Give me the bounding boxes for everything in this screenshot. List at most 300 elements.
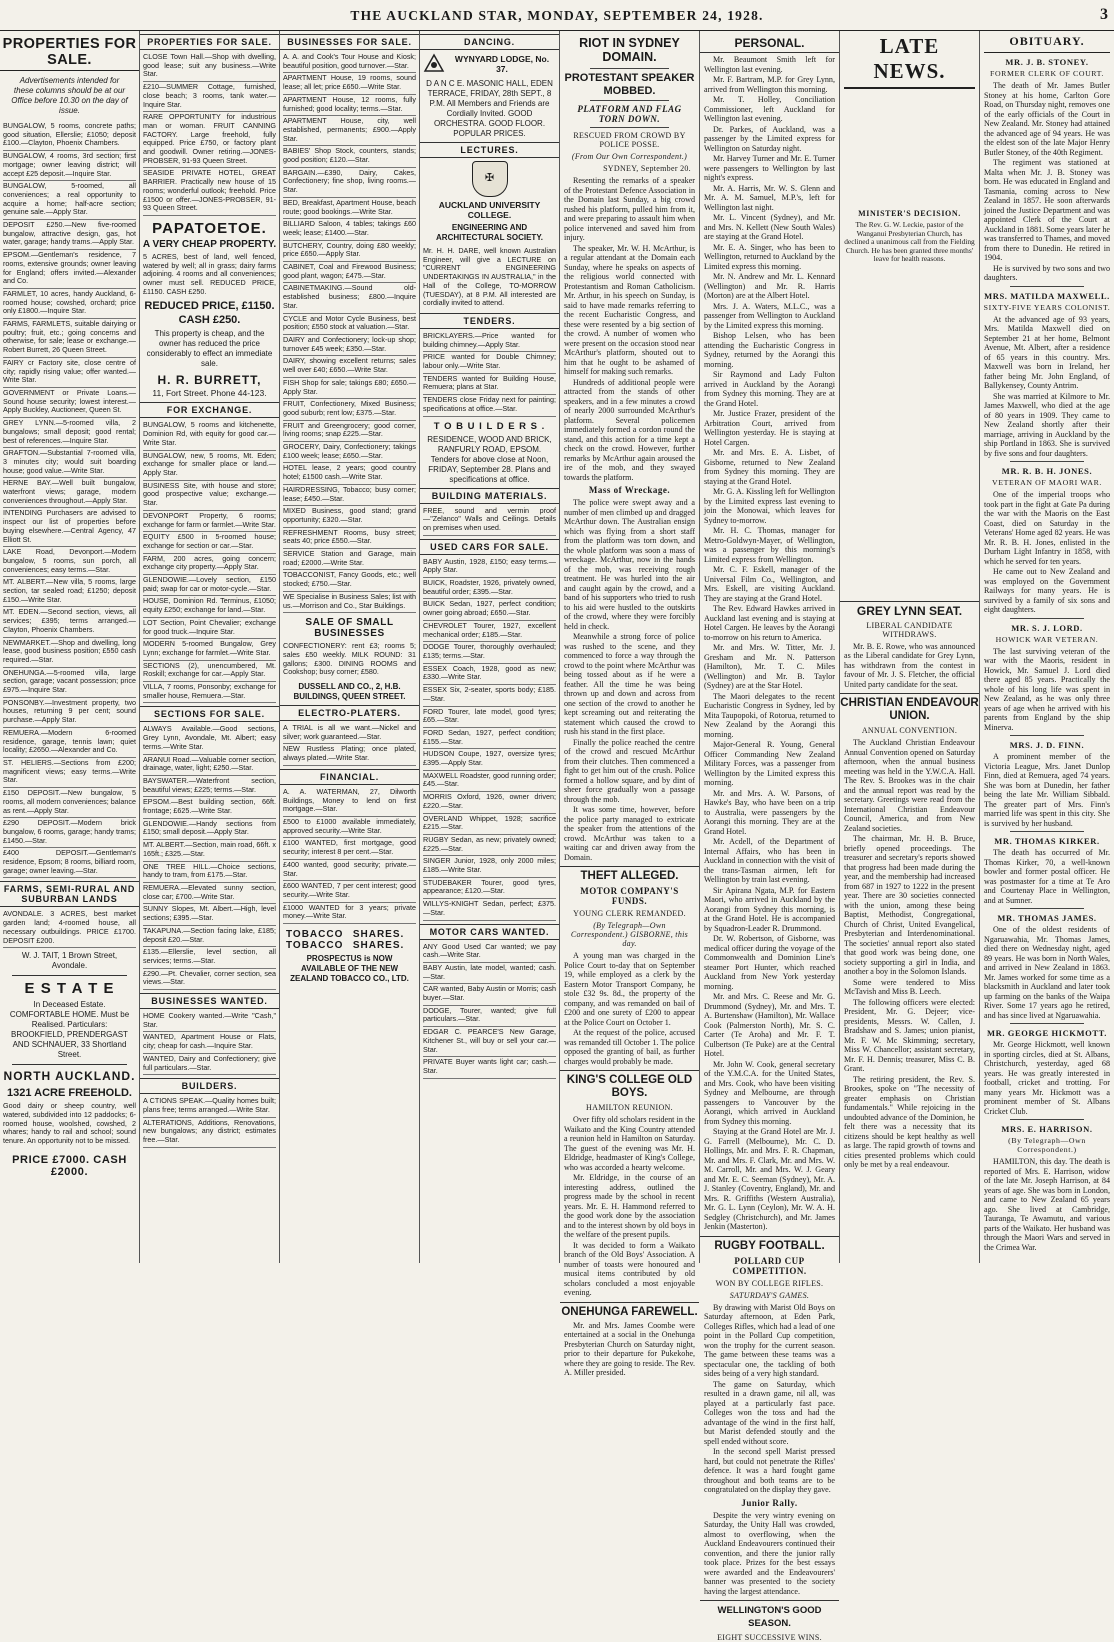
obituary-paragraph: She was married at Kilmore to Mr. James Maxwell, who died at the age of 80 years in 1909. They came to New Zealand shortly after their marriage, arriving in Auckland by the ship Portland in 1863. She is survived by five sons and four daughters. bbox=[984, 391, 1110, 458]
section-heading: BUSINESSES WANTED. bbox=[140, 993, 279, 1009]
obituary-caption: VETERAN OF MAORI WAR. bbox=[992, 478, 1102, 487]
story-paragraph: It was decided to form a Waikato branch of the Old Boys' Association. A number of toasts were honoured and musical items contributed by old scholars concluded a most enjoyable evening. bbox=[564, 1240, 695, 1297]
section-heading: DANCING. bbox=[420, 34, 559, 50]
column-properties-2 bbox=[140, 31, 280, 1263]
classified-ad: REMUERA.—Modern 6-roomed residence, garage, tennis lawn; quiet locality; £2650.—Alexander and Co. bbox=[3, 728, 136, 758]
classified-ad: FARM, 200 acres, going concern; exchange city property.—Apply Star. bbox=[143, 554, 276, 575]
story-body bbox=[560, 176, 699, 482]
agent-name: DUSSELL AND CO., 2, H.B. BUILDINGS, QUEEN STREET. bbox=[293, 682, 406, 702]
classified-ad: SEASIDE PRIVATE HOTEL, GREAT BARRIER. Practically new house of 15 rooms; wonderful outlook; freehold. Price £1500 or offer.—JONES-PROBSER, 91-93 Queen Street. bbox=[143, 168, 276, 216]
late-news-heading: LATE NEWS. bbox=[844, 31, 975, 89]
story-headline: MINISTER'S DECISION. bbox=[858, 209, 961, 218]
column-businesses bbox=[280, 31, 420, 1263]
classified-ad: MORRIS Oxford, 1926, owner driven; £220.—Star. bbox=[423, 792, 556, 813]
classified-ad: APARTMENT House, 12 rooms, fully furnished; good locality; terms.—Star. bbox=[283, 95, 416, 116]
story-subheadline: PLATFORM AND FLAG TORN DOWN. bbox=[577, 104, 682, 124]
obituary-name: MR. R. B. H. JONES. bbox=[1001, 466, 1093, 476]
obituary-name: MR. J. B. STONEY. bbox=[1005, 57, 1089, 67]
classified-ad: MODERN 5-roomed Bungalow, Grey Lynn; exchange for farmlet.—Write Star. bbox=[143, 639, 276, 660]
agent-name: W. J. TAIT, 1 Brown Street, Avondale. bbox=[21, 951, 118, 971]
classified-ad: BUNGALOW, 4 rooms, 3rd section; first mortgage; owner leaving district; will accept £25 deposit.—Inquire Star. bbox=[3, 151, 136, 181]
classified-ads-list bbox=[280, 787, 419, 924]
papatoetoe-note: This property is cheap, and the owner has reduced the price considerably to effect an immediate sale. bbox=[146, 329, 273, 369]
classified-ad: £150 DEPOSIT.—New bungalow, 5 rooms, all modern conveniences; balance as rent.—Apply Star. bbox=[3, 788, 136, 818]
obituary-paragraph: The regiment was stationed at Malta when Mr. J. B. Stoney was born. He was educated in England and Tasmania, coming across to New Zealand in 1857. He soon afterwards joined the Justice Department and was appointed Clerk of the Court at Auckland in 1881. Some years later he was transferred to Thames, and moved from there to Dunedin. He retired in 1904. bbox=[984, 158, 1110, 262]
story-paragraph: Bishop Lelsen, who has been attending the Eucharistic Congress in Sydney, returned by the Aorangi this morning. bbox=[704, 331, 835, 369]
builders-name: T O B U I L D E R S . bbox=[433, 420, 546, 432]
classified-ad: FAIRY cr Factory site, close centre of city; rapidly rising value; offer wanted.—Write Star. bbox=[3, 358, 136, 388]
blank-space bbox=[840, 267, 979, 597]
classified-ads-list bbox=[140, 724, 279, 990]
section-heading: MOTOR CARS WANTED. bbox=[420, 924, 559, 940]
story-paragraph: The Auckland Christian Endeavour Annual Convention opened on Saturday afternoon, when the annual business meeting was held in the Y.W.C.A. Hall. The Rev. S. Brookes was in the chair and the annual report was read by the secretary. Greetings were read from the International Christian Endeavour Council, America, and from New Zealand societies. bbox=[844, 738, 975, 833]
obituary-name: MRS. MATILDA MAXWELL. bbox=[984, 290, 1110, 301]
story-paragraph: Sir Raymond and Lady Fulton arrived in Auckland by the Aorangi from Sydney this morning. They are at the Grand Hotel. bbox=[704, 370, 835, 408]
classified-ad: NEW Rustless Plating; once plated, always plated.—Write Star. bbox=[283, 744, 416, 765]
classified-ads-list bbox=[280, 723, 419, 766]
obituary-name: MR. THOMAS KIRKER. bbox=[994, 836, 1100, 846]
builders-text: RESIDENCE, WOOD AND BRICK, RANFURLY ROAD, EPSOM. Tenders for above close at Noon, FRIDAY, September 28. Plans and specifications at office. bbox=[427, 434, 552, 484]
classified-ad: £400 DEPOSIT.—Gentleman's residence, Epsom; 8 rooms, billiard room, garage; owner leaving.—Star. bbox=[3, 848, 136, 878]
story-dateline: SYDNEY, September 20. bbox=[603, 164, 691, 173]
classified-ad: LAKE Road, Devonport.—Modern bungalow, 5 rooms, sun porch, all conveniences; easy terms.—Star. bbox=[3, 547, 136, 577]
classified-ad: BARGAIN.—£390, Dairy, Cakes, Confectionery; fine shop, living rooms.—Star. bbox=[283, 168, 416, 198]
divider bbox=[1010, 831, 1084, 832]
classified-ad: GLENDOWIE.—Lovely section, £150 paid; swap for car or motor-cycle.—Star. bbox=[143, 575, 276, 596]
story-paragraph: Sir Apirana Ngata, M.P. for Eastern Maori, who arrived in Auckland by the Aorangi from Sydney this morning, is at the Grand Hotel. He is accompanied by Squadron-Leader R. Drummond. bbox=[704, 885, 835, 933]
lodge-notice bbox=[423, 52, 556, 76]
divider bbox=[1010, 1119, 1084, 1120]
classified-ad: BED, Breakfast, Apartment House, beach route; good bookings.—Write Star. bbox=[283, 198, 416, 219]
column-obituary bbox=[980, 31, 1114, 1263]
classified-ad: £600 WANTED, 7 per cent interest; good security.—Write Star. bbox=[283, 881, 416, 902]
classified-ad: DODGE, Tourer, wanted; give full particulars.—Star. bbox=[423, 1006, 556, 1027]
classified-ad: A. A. and Cook's Tour House and Kiosk; beautiful position, good turnover.—Star. bbox=[283, 52, 416, 73]
story-paragraph: The game on Saturday, which resulted in a drawn game, nil all, was played at a particularly fast pace. Colleges won the toss and had the advantage of the wind in the first half, but Marist defended stoutly and the spell ended without score. bbox=[704, 1379, 835, 1446]
obituary-name: MRS. E. HARRISON. bbox=[1001, 1124, 1093, 1134]
obituary-entry bbox=[980, 286, 1114, 459]
estate-heading: E S T A T E bbox=[24, 980, 115, 998]
section-heading: BUILDERS. bbox=[140, 1078, 279, 1094]
classified-ad: DODGE Tourer, thoroughly overhauled; £135; terms.—Star. bbox=[423, 642, 556, 663]
section-heading: USED CARS FOR SALE. bbox=[420, 539, 559, 555]
story-body bbox=[840, 738, 979, 1170]
story-paragraph: Mr. Acdell, of the Department of Internal Affairs, who has been in Auckland in connection with the visit of the trans-Tasman airmen, left for Wellington by train last evening. bbox=[704, 837, 835, 884]
story-paragraph: Mr. E. A. Singer, who has been to Wellington, returned to Auckland by the Limited express this morning. bbox=[704, 242, 835, 271]
classified-ad: TOBACCONIST, Fancy Goods, etc.; well stocked; £750.—Star. bbox=[283, 570, 416, 591]
obituary-name: MR. THOMAS JAMES. bbox=[997, 913, 1097, 923]
obituary-entry bbox=[980, 1023, 1114, 1116]
story-paragraph: Staying at the Grand Hotel are Mr. J. G. Farrell (Melbourne), Mr. C. D. Hollings, Mr. and Mrs. F. R. Chapman, Mr. and Mrs. F. Clark, Mr. and Mrs. W. M. Carroll, Mr. and Mrs. W. J. Geary and Mr. E. C. Seeman (Sydney), Mr. A. J. Stanley (Coventry, England), Mr. and Mrs. R. Griffiths (Western Australia), Mr. G. L. Lynn (Ceylon), Mr. W. A. H. Sedgley (Christchurch), and Mr. James Jenkin (Masterton). bbox=[704, 1127, 835, 1231]
classified-ad: BUTCHERY, Country, doing £80 weekly; price £650.—Apply Star. bbox=[283, 241, 416, 262]
tobacco-note: PROSPECTUS is NOW AVAILABLE OF THE NEW ZEALAND TOBACCO CO., LTD. bbox=[290, 954, 409, 984]
obituary-heading: OBITUARY. bbox=[984, 31, 1110, 53]
classified-ad: HAIRDRESSING, Tobacco; busy corner; lease; £450.—Star. bbox=[283, 485, 416, 506]
papatoetoe-subheading: A VERY CHEAP PROPERTY. bbox=[142, 238, 277, 250]
classified-ad: APARTMENT House, 19 rooms, sound lease; all let; price £650.—Write Star. bbox=[283, 73, 416, 94]
story-crosshead: Junior Rally. bbox=[741, 1497, 798, 1508]
story-paragraph: Some were tendered to Miss McTavish and Miss B. Leech. bbox=[844, 977, 975, 997]
classified-ad: FRUIT, Confectionery, Mixed Business; good suburb; rent low; £375.—Star. bbox=[283, 399, 416, 420]
classified-ad: £1000 WANTED for 3 years; private money.—Write Star. bbox=[283, 903, 416, 924]
section-heading: BUILDING MATERIALS. bbox=[420, 488, 559, 504]
story-subheadline: PROTESTANT SPEAKER MOBBED. bbox=[564, 72, 695, 97]
classified-ad: EPSOM.—Best building section, 66ft. frontage; £625.—Write Star. bbox=[143, 797, 276, 818]
column-properties-1 bbox=[0, 31, 140, 1263]
story-paragraph: Mr. John W. Cook, general secretary of the Y.M.C.A. for the United States, and Mrs. Cook, who have been visiting Sydney and Melbourne, are through passengers to Vancouver by the Aorangi, which arrived in Auckland from Sydney this morning. bbox=[704, 1059, 835, 1126]
classified-ad: EPSOM.—Gentleman's residence, 7 rooms, extensive grounds; owner leaving for England; offers invited.—Alexander and Co. bbox=[3, 250, 136, 289]
lodge-text: D A N C E. MASONIC HALL, EDEN TERRACE, FRIDAY, 28th SEPT., 8 P.M. All Members and Friends are Cordially Invited. GOOD ORCHESTRA. GOOD FLOOR. POPULAR PRICES. bbox=[426, 79, 553, 138]
deadline-notice: Advertisements intended for these columns should be at our Office before 10.30 on the day of issue. bbox=[11, 76, 128, 115]
obituary-name: MR. S. J. LORD. bbox=[1011, 622, 1083, 633]
classified-ad: BABY Austin, late model, wanted; cash.—Star. bbox=[423, 963, 556, 984]
classified-ad: TAKAPUNA.—Section facing lake, £185; deposit £20.—Star. bbox=[143, 926, 276, 947]
story-paragraph: Resenting the remarks of a speaker of the Protestant Defence Association in the Domain last Sunday, a big crowd rushed his platform, pulled him from it, and were preparing to assault him when police intervened and saved him from injury. bbox=[564, 176, 695, 242]
story-paragraph: Major-General R. Young, General Officer Commanding New Zealand Military Forces, was a passenger from Wellington by the Limited express this morning. bbox=[704, 740, 835, 787]
classified-ad: SECTIONS (2), unencumbered, Mt. Roskill; exchange for car.—Apply Star. bbox=[143, 661, 276, 682]
story-body bbox=[700, 1303, 839, 1495]
classified-ad: GOVERNMENT or Private Loans.—Sound house security; lowest interest.—Apply Buckley, Auctioneer, Queen St. bbox=[3, 388, 136, 418]
freehold-text: Good dairy or sheep country, well watered, subdivided into 12 paddocks; 6-roomed house, woolshed, cowshed, 2 whares; handy to rail and school; sound tenure. An opportunity not to be missed. bbox=[3, 1101, 136, 1146]
story-paragraph: Mrs. J. A. Waters, M.L.C., was a passenger from Wellington to Auckland by the Limited express this morning. bbox=[704, 301, 835, 330]
classified-ad: FORD Tourer, late model, good tyres; £65.—Star. bbox=[423, 707, 556, 728]
section-heading: BUSINESSES FOR SALE. bbox=[280, 34, 419, 50]
obituary-caption: (By Telegraph—Own Correspondent.) bbox=[1008, 1136, 1086, 1154]
classified-ad: CHEVROLET Tourer, 1927, excellent mechanical order; £185.—Star. bbox=[423, 621, 556, 642]
classified-ad: ALTERATIONS, Additions, Renovations, new bungalows; any district; estimates free.—Star. bbox=[143, 1118, 276, 1148]
story-paragraph: The following officers were elected: President, Mr. G. Dejeer; vice-presidents, Messrs. W. Callen, J. Bradshaw and S. James; union pianist, Mr. F. W. Mc Skimming; secretary, Miss W. Chancellor; assistant secretary, Mr. F. H. Dennis; treasurer, Miss C. B. Grant. bbox=[844, 997, 975, 1074]
college-crest-icon: ✠ bbox=[472, 161, 508, 197]
agent-name: H. R. BURRETT, bbox=[157, 373, 262, 388]
tobacco-right: SHARES. SHARES. bbox=[352, 929, 405, 952]
story-headline: KING'S COLLEGE OLD BOYS. bbox=[560, 1070, 699, 1100]
classified-ads-list bbox=[0, 121, 139, 878]
story-crosshead: Mass of Wreckage. bbox=[588, 485, 671, 495]
classified-ad: £290.—Pt. Chevalier, corner section, sea views.—Star. bbox=[143, 969, 276, 990]
college-society: ENGINEERING AND ARCHITECTURAL SOCIETY. bbox=[436, 223, 543, 242]
classified-ad: ESSEX Coach, 1928, good as new; £330.—Write Star. bbox=[423, 664, 556, 685]
freehold-heading: 1321 ACRE FREEHOLD. bbox=[7, 1087, 132, 1100]
obituary-paragraph: Mr. George Hickmott, well known in sporting circles, died at St. Albans, Christchurch, yesterday, aged 68 years. He was greatly interested in football, cricket and trotting. For many years Mr. Hickmott was a prominent member of St. Albans Cricket Club. bbox=[984, 1040, 1110, 1116]
obituary-name: MRS. J. D. FINN. bbox=[1009, 740, 1085, 750]
story-paragraph: Dr. Parkes, of Auckland, was a passenger by the Limited express for Wellington on Saturday night. bbox=[704, 124, 835, 153]
story-paragraph: Hundreds of additional people were attracted from the stands of other speakers, and in a few minutes a crowd of nearly 2000 surrounded McArthur's platform. Several policemen immediately formed a cordon round the stand, and this action for a time kept a check on the crowd. However, further remarks by McArthur again aroused the ire of the mob, and they swayed towards the platform. bbox=[564, 377, 695, 482]
classified-ad: PRICE wanted for Double Chimney; labour only.—Write Star. bbox=[423, 352, 556, 373]
classified-ad: FARMS, FARMLETS, suitable dairying or poultry; fruit, etc.; going concerns and otherwise, for sale; lease or exchange.—Robert Burrett, 26 Queen Street. bbox=[3, 319, 136, 358]
classified-ad: SUNNY Slopes, Mt. Albert.—High, level sections; £395.—Star. bbox=[143, 904, 276, 925]
classified-ad: GLENDOWIE.—Handy sections from £150; small deposit.—Apply Star. bbox=[143, 819, 276, 840]
classified-ad: MIXED Business, good stand; grand opportunity; £320.—Star. bbox=[283, 506, 416, 527]
classified-ad: BUNGALOW, 5 rooms and kitchenette, Dominion Rd, with equity for good car.—Write Star. bbox=[143, 420, 276, 450]
classified-ads-list bbox=[420, 557, 559, 921]
story-paragraph: Mr. and Mrs. A. W. Parsons, of Hawke's Bay, who have been on a trip to Australia, were passengers by the Aorangi this morning. They are at the Grand Hotel. bbox=[704, 788, 835, 836]
region-heading: NORTH AUCKLAND. bbox=[3, 1069, 136, 1084]
story-headline: THEFT ALLEGED. bbox=[560, 866, 699, 883]
obituary-caption: HOWICK WAR VETERAN. bbox=[995, 634, 1099, 644]
classified-ad: BUNGALOW, 5-roomed, all conveniences; a real opportunity to acquire a home; half-acre section; genuine sale.—Apply Star. bbox=[3, 181, 136, 220]
story-dateline: (By Telegraph—Own Correspondent.) GISBORNE, this day. bbox=[570, 921, 689, 948]
story-paragraph: Mr. B. E. Rowe, who was announced as the Liberal candidate for Grey Lynn, has withdrawn from the contest in favour of Mr. J. S. Fletcher, the official United party candidate for the seat. bbox=[844, 641, 975, 689]
obituary-entry bbox=[980, 908, 1114, 1020]
classified-ad: OVERLAND Whippet, 1928; sacrifice £215.—Star. bbox=[423, 814, 556, 835]
classified-ad: MT. ALBERT.—New villa, 5 rooms, large section, tar sealed road; £1250; deposit £150.—Write Star. bbox=[3, 577, 136, 607]
classified-ad: WANTED, Dairy and Confectionery; give full particulars.—Star. bbox=[143, 1054, 276, 1075]
story-dek: LIBERAL CANDIDATE WITHDRAWS. bbox=[866, 620, 953, 639]
classified-ad: ANY Good Used Car wanted; we pay cash.—Write Star. bbox=[423, 942, 556, 963]
divider bbox=[1010, 908, 1084, 909]
section-heading: FOR EXCHANGE. bbox=[140, 402, 279, 418]
classified-ad: RARE OPPORTUNITY for industrious man or woman. FRUIT CANNING FACTORY. Large freehold, fully equipped. Price £750, or factory plant and goodwill. Owner retiring.—JONES-PROBSER, 91-93 Queen Street. bbox=[143, 112, 276, 168]
obituary-list bbox=[980, 57, 1114, 1252]
classified-ad: CYCLE and Motor Cycle Business, best position; £550 stock at valuation.—Star. bbox=[283, 314, 416, 335]
classified-ad: BUNGALOW, 5 rooms, concrete paths; good situation, Ellerslie; £1050; deposit £100.—Clayton, Phoenix Chambers. bbox=[3, 121, 136, 151]
story-paragraph: The Maori delegates to the recent Eucharistic Congress in Sydney, led by Mita Taupopoki, of Rotorua, returned to New Zealand by the Aorangi this morning. bbox=[704, 691, 835, 739]
classified-ad: MAXWELL Roadster, good running order; £45.—Star. bbox=[423, 771, 556, 792]
classified-ad: BABIES' Shop Stock, counters, stands; good position; £120.—Star. bbox=[283, 146, 416, 167]
agent-address: 11, Fort Street. Phone 44-123. bbox=[152, 388, 267, 399]
classified-ad: ARANUI Road.—Valuable corner section, drainage, water, light; £250.—Star. bbox=[143, 755, 276, 776]
classified-ad: HUDSON Coupe, 1927, oversize tyres; £395.—Apply Star. bbox=[423, 749, 556, 770]
obituary-entry bbox=[980, 57, 1114, 283]
classified-ad: PRIVATE Buyer wants light car; cash.—Star. bbox=[423, 1057, 556, 1078]
classified-ad: SINGER Junior, 1928, only 2000 miles; £185.—Write Star. bbox=[423, 856, 556, 877]
classified-ad: HOTEL lease, 2 years; good country hotel; £1500 cash.—Write Star. bbox=[283, 463, 416, 484]
classified-ad: WANTED, Apartment House or Flats, city; cheap for cash.—Inquire Star. bbox=[143, 1032, 276, 1053]
story-paragraph: Meanwhile a strong force of police was rushed to the scene, and they commenced to force a way through the crowd to the point where McArthur was being tossed about as if he were a feather. All the time he was being thrown up and down and across from one section of the crowd to another he kept screaming out and reiterating the statement which caused the crowd to rush his stand in the first place. bbox=[564, 632, 695, 736]
story-paragraph: A young man was charged in the Police Court to-day that on September 19, while employed as a clerk by the Eastern Motor Transport Company, he stole £32 9s. 8d., the property of the company, and was remanded on bail of £200 and one surety of £200 to appear at the Police Court on October 1. bbox=[564, 951, 695, 1027]
story-paragraph: At the request of the police, accused was remanded till October 1. The police opposed the granting of bail, as further charges would probably be made. bbox=[564, 1028, 695, 1066]
story-paragraph: Mr. G. A. Kissling left for Wellington by the Limited express last evening to join the Monowai, which leaves for Sydney to-morrow. bbox=[704, 487, 835, 525]
classified-ads-list bbox=[420, 331, 559, 417]
obituary-entry bbox=[980, 1119, 1114, 1252]
story-body bbox=[560, 1321, 699, 1378]
classified-ad: STUDEBAKER Tourer, good tyres, appearance; £120.—Star. bbox=[423, 878, 556, 899]
divider bbox=[1010, 618, 1084, 619]
classified-ad: CAR wanted, Baby Austin or Morris; cash buyer.—Star. bbox=[423, 984, 556, 1005]
classified-ad: MT. ALBERT.—Section, main road, 66ft. x 165ft.; £325.—Star. bbox=[143, 840, 276, 861]
section-heading: PROPERTIES FOR SALE. bbox=[140, 34, 279, 50]
classified-ad: PONSONBY.—Investment property, two houses, returning 9 per cent; sound purchase.—Apply Star. bbox=[3, 698, 136, 728]
classified-ad: ESSEX Six, 2-seater, sports body; £185.—Star. bbox=[423, 685, 556, 706]
masonic-emblem-icon bbox=[423, 53, 445, 75]
classified-ad: GRAFTON.—Substantial 7-roomed villa, 3 minutes city; would suit boarding house; good value.—Write Star. bbox=[3, 448, 136, 478]
story-headline: GREY LYNN SEAT. bbox=[840, 601, 979, 618]
divider bbox=[1010, 286, 1084, 287]
classified-ad: DEVONPORT Property, 6 rooms; exchange for farm or farmlet.—Write Star. bbox=[143, 511, 276, 532]
classified-ad: HOME Cookery wanted.—Write "Cash," Star. bbox=[143, 1011, 276, 1032]
obituary-entry bbox=[980, 618, 1114, 733]
classified-ad: CABINETMAKING.—Sound old-established business; £800.—Inquire Star. bbox=[283, 283, 416, 313]
divider bbox=[590, 127, 669, 128]
tobacco-left: TOBACCO TOBACCO bbox=[286, 929, 344, 952]
story-paragraph: Mr. Harvey Turner and Mr. E. Turner were passengers to Wellington by last night's express. bbox=[704, 154, 835, 182]
classified-ad: £500 to £1000 available immediately, approved security.—Write Star. bbox=[283, 817, 416, 838]
story-paragraph: The police were swept away and a number of men climbed up and dragged McArthur down. The Australian ensign which was flying from a short staff from the platform was torn down, and the whole platform was soon a mass of wreckage. McArthur, now in the hands of the mob, was receiving rough treatment. He was hurled into the air and caught again by the crowd, and a band of his supporters who tried to rush to his aid were hustled to the outskirts of the crowd, where they were forcibly held in check. bbox=[564, 498, 695, 631]
classified-ad: ONEHUNGA.—5-roomed villa, large section, garage; vacant possession; price £975.—Inquire Star. bbox=[3, 668, 136, 698]
story-subheadline: POLLARD CUP COMPETITION. bbox=[732, 1255, 807, 1276]
section-heading: LECTURES. bbox=[420, 142, 559, 158]
classified-ad: £135.—Ellerslie, level section, all services; terms.—Star. bbox=[143, 947, 276, 968]
blank-space bbox=[840, 89, 979, 207]
classified-ad: RUGBY Sedan, as new; privately owned; £225.—Star. bbox=[423, 835, 556, 856]
story-headline: PERSONAL. bbox=[700, 33, 839, 53]
section-heading: PROPERTIES FOR SALE. bbox=[0, 33, 139, 71]
story-paragraph: Mr. and Mrs. W. Titter, Mr. J. Gresham and Mr. N. Patterson (Hamilton), Mr. T. C. Miles (Wellington) and Mr. B. Taylor (Sydney) are at the Star Hotel. bbox=[704, 643, 835, 690]
classified-ad: WILLYS-KNIGHT Sedan, perfect; £375.—Star. bbox=[423, 899, 556, 920]
classified-ad: FORD Sedan, 1927, perfect condition; £155.—Star. bbox=[423, 728, 556, 749]
story-headline: WELLINGTON'S GOOD SEASON. bbox=[700, 1600, 839, 1630]
story-dek: WON BY COLLEGE RIFLES. bbox=[715, 1278, 824, 1288]
obituary-entry bbox=[980, 831, 1114, 905]
subsection-heading: FARMS, SEMI-RURAL AND SUBURBAN LANDS bbox=[0, 881, 139, 907]
story-paragraph: Mr. C. F. Eskell, manager of the Universal Film Co., Wellington, and Mrs. Eskell, are visiting Auckland. They are staying at the Grand Hotel. bbox=[704, 565, 835, 603]
classified-ad: HOUSE, Dominion Rd. Terminus, £1050; equity £250; exchange for land.—Star. bbox=[143, 596, 276, 617]
masthead bbox=[0, 0, 1114, 31]
story-dek: HAMILTON REUNION. bbox=[586, 1103, 673, 1112]
story-paragraph: Despite the very wintry evening on Saturday, the Unity Hall was crowded, almost to overflowing, when the Auckland Endeavourers continued their convention, and there the junior rally took place. Prizes for the best essays were awarded and the Endeavourers' banner was presented to the society having the largest attendance. bbox=[704, 1510, 835, 1596]
story-paragraph: Over fifty old scholars resident in the Waikato and the King Country attended a reunion held in Hamilton on Saturday. The guest of the evening was Mr. H. Eldridge, headmaster of King's College, who was accorded a hearty welcome. bbox=[564, 1115, 695, 1172]
classified-ad: A TRIAL is all we want.—Nickel and silver; work guaranteed.—Star. bbox=[283, 723, 416, 744]
divider bbox=[590, 68, 669, 69]
classified-ad: BUICK, Roadster, 1926, privately owned, beautiful order; £395.—Star. bbox=[423, 578, 556, 599]
classified-ad: MT. EDEN.—Second section, views, all services; £395; terms arranged.—Clayton, Phoenix Chambers. bbox=[3, 607, 136, 637]
classified-ad: DEPOSIT £250.—New five-roomed bungalow, attractive design, gas, hot water, garage; handy trams.—Apply Star. bbox=[3, 220, 136, 250]
story-paragraph: Mr. Eldridge, in the course of an interesting address, outlined the progress made by the school in recent years. Mr. E. H. Hammond referred to the good work done by the association and to the interest shown by old boys in the welfare of the present pupils. bbox=[564, 1173, 695, 1239]
classified-ad: REFRESHMENT Rooms, busy street; seats 40; price £550.—Star. bbox=[283, 528, 416, 549]
obituary-paragraph: The last surviving veteran of the war with the Maoris, resident in Howick, Mr. Samuel J. Lord died there aged 85 years. Practically the whole of his long life was spent in New Zealand, as he was only three years of age when he arrived with his parents from England by the ship Minerva. bbox=[984, 646, 1110, 732]
classified-ad: BAYSWATER.—Waterfront section, beautiful views; £225; terms.—Star. bbox=[143, 776, 276, 797]
classified-ad: TENDERS wanted for Building House, Remuera; plans at Star. bbox=[423, 374, 556, 395]
classified-ad: GREY LYNN.—5-roomed villa, 2 bungalows; small deposit; good rental; best of references.—Inquire Star. bbox=[3, 418, 136, 448]
story-paragraph: Mr. L. Vincent (Sydney), and Mr. and Mrs. N. Kellett (New South Wales) are staying at the Grand Hotel. bbox=[704, 213, 835, 241]
college-name: AUCKLAND UNIVERSITY COLLEGE. bbox=[438, 200, 541, 220]
obituary-caption: SIXTY-FIVE YEARS COLONIST. bbox=[983, 302, 1111, 312]
story-paragraph: It was some time, however, before the police party managed to extricate the speaker from the attentions of the crowd. McArthur was taken to a waiting car and driven away from the Domain. bbox=[564, 805, 695, 862]
small-businesses-text: CONFECTIONERY: rent £3; rooms 5; sales £50 weekly. MILK ROUND: 31 gallons; £300. DINING ROOMS and Cookshop; busy corner; £580. bbox=[283, 641, 416, 677]
story-paragraph: Dr. W. Robertson, of Gisborne, was medical officer during the voyage of the Commonwealth and Dominion Line's steamer Port Hunter, which reached Auckland from New York yesterday morning. bbox=[704, 934, 835, 991]
small-businesses-heading: SALE OF SMALL BUSINESSES bbox=[305, 617, 394, 640]
divider bbox=[12, 975, 127, 976]
divider bbox=[12, 1064, 127, 1065]
classified-ads-list bbox=[280, 52, 419, 613]
obituary-paragraph: A prominent member of the Victoria League, Mrs. Janet Dunlop Finn, died at Remuera, aged 74 years. She was born at Dunedin, her father being the late Mr. William Sibbald. The greater part of Mrs. Finn's married life was spent in this city. She is survived by her husband. bbox=[984, 752, 1110, 828]
price-line: PRICE £7000. CASH £2000. bbox=[12, 1153, 127, 1178]
story-body bbox=[560, 498, 699, 862]
classified-ad: ST. HELIERS.—Sections from £200; magnificent views; easy terms.—Write Star. bbox=[3, 758, 136, 788]
classified-ads-list bbox=[140, 420, 279, 703]
story-headline: ONEHUNGA FAREWELL. bbox=[560, 1302, 699, 1319]
lodge-name: WYNYARD LODGE, No. 37. bbox=[454, 54, 550, 74]
story-paragraph: Mr. Justice Frazer, president of the Arbitration Court, arrived from Wellington yesterday. He is staying at Hotel Cargen. bbox=[704, 409, 835, 447]
column-news-1 bbox=[560, 31, 700, 1377]
obituary-name: MR. GEORGE HICKMOTT. bbox=[987, 1028, 1107, 1038]
columns bbox=[0, 31, 1114, 1642]
classified-ad: £290 DEPOSIT.—Modern brick bungalow, 6 rooms, garage; handy trams; £1450.—Star. bbox=[3, 818, 136, 848]
story-paragraph: The speaker, Mr. W. H. McArthur, is a regular attendant at the Domain each Sunday, where he speaks on aspects of the religious world connected with Protestantism and Roman Catholicism. Mr. Arthur, in his speech on Sunday, is said to have made remarks referring to the recent Eucharistic Congress, and these were resented by a big section of the crowd. A number of women who were present on the occasion stood near McArthur's platform, shouted out to him that he ought to be ashamed of himself for making such remarks. bbox=[564, 243, 695, 376]
story-body bbox=[700, 55, 839, 1232]
classified-ad: NEWMARKET.—Shop and dwelling, long lease, good business position; £550 cash required.—Star. bbox=[3, 638, 136, 668]
story-paragraph: In the second spell Marist pressed hard, but could not penetrate the Rifles' defence. It was a hard fought game throughout and both teams are to be congratulated on the display they gave. bbox=[704, 1447, 835, 1494]
classified-ad: AVONDALE. 3 ACRES, best market garden land; 4-roomed house, all necessary outbuildings. PRICE £1700. DEPOSIT £200. bbox=[3, 909, 136, 948]
story-dek: RESCUED FROM CROWD BY POLICE POSSE. bbox=[573, 131, 686, 149]
papatoetoe-heading: PAPATOETOE. bbox=[152, 219, 267, 237]
story-subheadline: SATURDAY'S GAMES. bbox=[729, 1290, 810, 1300]
classified-ads-list bbox=[140, 1011, 279, 1075]
classified-ad: FRUIT and Greengrocery; good corner, living rooms; snap £225.—Star. bbox=[283, 421, 416, 442]
column-late-news bbox=[840, 31, 980, 1263]
papatoetoe-cash: CASH £250. bbox=[178, 314, 241, 327]
story-paragraph: The retiring president, the Rev. S. Brookes, spoke on "The necessity of greater emphasis on Christian fundamentals." While rejoicing in the undoubted advance of the Dominion, he felt there was a necessity that its citizens should be kept healthy as well as large. The rapid growth of towns and cities presented problems which could only be met by a real endeavour. bbox=[844, 1074, 975, 1170]
classified-ads-list bbox=[140, 52, 279, 216]
classified-ad: FREE, sound and vermin proof—"Zelanco" Walls and Ceilings. Details on premises when used. bbox=[423, 506, 556, 536]
classified-ad: CLOSE Town Hall.—Shop with dwelling, good lease; suit any business.—Write Star. bbox=[143, 52, 276, 82]
obituary-paragraph: He is survived by two sons and two daughters. bbox=[984, 263, 1110, 282]
classified-ad: ALWAYS Available.—Good sections, Grey Lynn, Avondale, Mt. Albert; easy terms.—Write Star. bbox=[143, 724, 276, 754]
classified-ads-list bbox=[140, 1096, 279, 1148]
classified-ad: HERNE BAY.—Well built bungalow, waterfront views; garage, modern conveniences throughout.—Apply Star. bbox=[3, 478, 136, 508]
obituary-paragraph: One of the oldest residents of Ngaruawahia, Mr. Thomas James, died there on Wednesday night, aged 89 years. He was born in North Wales, and arrived in New Zealand in 1863. Mr. James worked for some time as a blacksmith in Auckland and later took up farming on the banks of the Waipa River. Some 17 years ago he retired, and has since lived at Ngaruawahia. bbox=[984, 925, 1110, 1020]
story-body bbox=[560, 951, 699, 1066]
papatoetoe-price: REDUCED PRICE, £1150. bbox=[144, 300, 275, 313]
classified-ad: WE Specialise in Business Sales; list with us.—Morrison and Co., Star Buildings. bbox=[283, 592, 416, 613]
classified-ad: EQUITY £500 in 5-roomed house; exchange for section or car.—Star. bbox=[143, 532, 276, 553]
story-body bbox=[700, 1511, 839, 1597]
column-notices bbox=[420, 31, 560, 1263]
obituary-entry bbox=[980, 735, 1114, 828]
column-news-2 bbox=[700, 31, 840, 1642]
story-paragraph: Mr. F. Bartram, M.P. for Grey Lynn, arrived from Wellington this morning. bbox=[704, 75, 835, 94]
obituary-caption: FORMER CLERK OF COURT. bbox=[990, 69, 1104, 78]
story-byline: (From Our Own Correspondent.) bbox=[571, 152, 688, 161]
story-headline: RUGBY FOOTBALL. bbox=[700, 1236, 839, 1253]
story-paragraph: Mr. and Mrs. James Coombe were entertained at a social in the Onehunga Presbyterian Church on Saturday night, prior to their departure for Pukekohe, where they are going to reside. The Rev. A. Miller presided. bbox=[564, 1320, 695, 1377]
story-dek: YOUNG CLERK REMANDED. bbox=[573, 909, 686, 918]
classified-ad: CABINET, Coal and Firewood Business; good plant, wagon; £475.—Star. bbox=[283, 262, 416, 283]
obituary-paragraph: The death has occurred of Mr. Thomas Kirker, 70, a well-known bowler and former postal officer. He was postmaster for a time at Te Aro and Courtenay Place in Wellington, and at Sumner. bbox=[984, 848, 1110, 905]
story-paragraph: Mr. and Mrs. C. Reese and Mr. G. Drummond (Sydney), Mr. and Mrs. T. A. Burtenshaw (Hamilton), Mr. Wallace Cook (Palmerston North), Mr. S. C. Carter (Te Aroha) and Mr. F. T. Culbertson (Te Puke) are at the Central Hotel. bbox=[704, 992, 835, 1058]
divider bbox=[1010, 461, 1084, 462]
classified-ad: LOT Section, Point Chevalier; exchange for good truck.—Inquire Star. bbox=[143, 618, 276, 639]
estate-text: In Deceased Estate. COMFORTABLE HOME. Must be Realised. Particulars: BROOKFIELD, PRENDERGAST AND SCHNAUER, 33 Shortland Street. bbox=[9, 1000, 130, 1060]
story-headline: RIOT IN SYDNEY DOMAIN. bbox=[579, 36, 680, 64]
section-heading: TENDERS. bbox=[420, 313, 559, 329]
obituary-paragraph: HAMILTON, this day. The death is reported of Mrs. E. Harrison, widow of the late Mr. Joseph Harrison, at 84 years of age. She was born in London, and came to New Zealand 65 years ago. She lived at Cambridge, Tauranga, Te Awamutu, and various parts of the Waikato. Her husband was through the Maori Wars and served in the Crimea War. bbox=[984, 1157, 1110, 1252]
obituary-paragraph: He came out to New Zealand and was employed on the Government Railways for many years. He is survived by a family of six sons and eight daughters. bbox=[984, 567, 1110, 614]
classified-ad: FISH Shop for sale; takings £80; £650.—Apply Star. bbox=[283, 378, 416, 399]
obituary-paragraph: At the advanced age of 93 years, Mrs. Matilda Maxwell died on September 21 at her home, Belmont Avenue, Mt. Albert, after a residence of 65 years in this country. Mrs. Maxwell was born in Ireland, her father being Mr. John England, of Ballykensey, County Antrim. bbox=[984, 314, 1110, 390]
divider bbox=[1010, 1023, 1084, 1024]
story-paragraph: The Rev. Edward Hawkes arrived in Auckland last evening and is staying at Hotel Cargen. He leaves by the Aorangi to-morrow on his return to America. bbox=[704, 604, 835, 642]
classified-ad: £210—SUMMER Cottage, furnished, close beach; 3 rooms, tank water.—Inquire Star. bbox=[143, 82, 276, 112]
classified-ad: A CTIONS SPEAK.—Quality homes built; plans free; terms arranged.—Write Star. bbox=[143, 1096, 276, 1117]
obituary-paragraph: The death of Mr. James Butler Stoney at his home, Carlton Gore Road, on Thursday night, removes one of the early officials of the Court in New Zealand. Mr. Stoney had attained the advanced age of 94 years. He was the eldest son of the late Major Henry Butler Stoney, of the 40th Regiment. bbox=[984, 81, 1110, 157]
classified-ad: BILLIARD Saloon, 4 tables; takings £60 week; lease; £1400.—Star. bbox=[283, 219, 416, 240]
classified-ad: APARTMENT House, city, well established, permanents; £900.—Apply Star. bbox=[283, 116, 416, 146]
story-headline: CHRISTIAN ENDEAVOUR UNION. bbox=[840, 693, 979, 723]
divider bbox=[590, 100, 669, 101]
classified-ad: VILLA, 7 rooms, Ponsonby; exchange for smaller house, Remuera.—Star. bbox=[143, 682, 276, 703]
story-paragraph: Mr. H. C. Thomas, manager for Metro-Goldwyn-Mayer, of Wellington, was a passenger by this morning's Limited express from Wellington. bbox=[704, 526, 835, 564]
obituary-entry bbox=[980, 461, 1114, 615]
classified-ad: A. A. WATERMAN, 27, Dilworth Buildings, Money to lend on first mortgage.—Star. bbox=[283, 787, 416, 817]
section-heading: ELECTRO-PLATERS. bbox=[280, 705, 419, 721]
classified-ad: BUICK Sedan, 1927, perfect condition; owner going abroad; £650.—Star. bbox=[423, 599, 556, 620]
story-paragraph: Mr. and Mrs. E. A. Lisbet, of Gisborne, returned to New Zealand from Sydney this morning. They are staying at the Grand Hotel. bbox=[704, 448, 835, 486]
papatoetoe-text: 5 ACRES, best of land, well fenced, watered by well; all in grass; dairy farms adjoining. 4 rooms and all conveniences; owner must sell. REDUCED PRICE, £1150. CASH £250. bbox=[143, 251, 276, 296]
obituary-paragraph: One of the imperial troops who took part in the fight at Gate Pa during the war with the Maoris on the East Coast, died on Saturday in the Veterans' Home aged 82 years. He was Mr. R. B. H. Jones, enlisted in the Durham Light Infantry in 1858, with which he served for ten years. bbox=[984, 490, 1110, 566]
classified-ad: BABY Austin, 1928, £150; easy terms.—Apply Star. bbox=[423, 557, 556, 578]
classified-ad: DAIRY and Confectionery; lock-up shop; turnover £45 week; £350.—Star. bbox=[283, 335, 416, 356]
